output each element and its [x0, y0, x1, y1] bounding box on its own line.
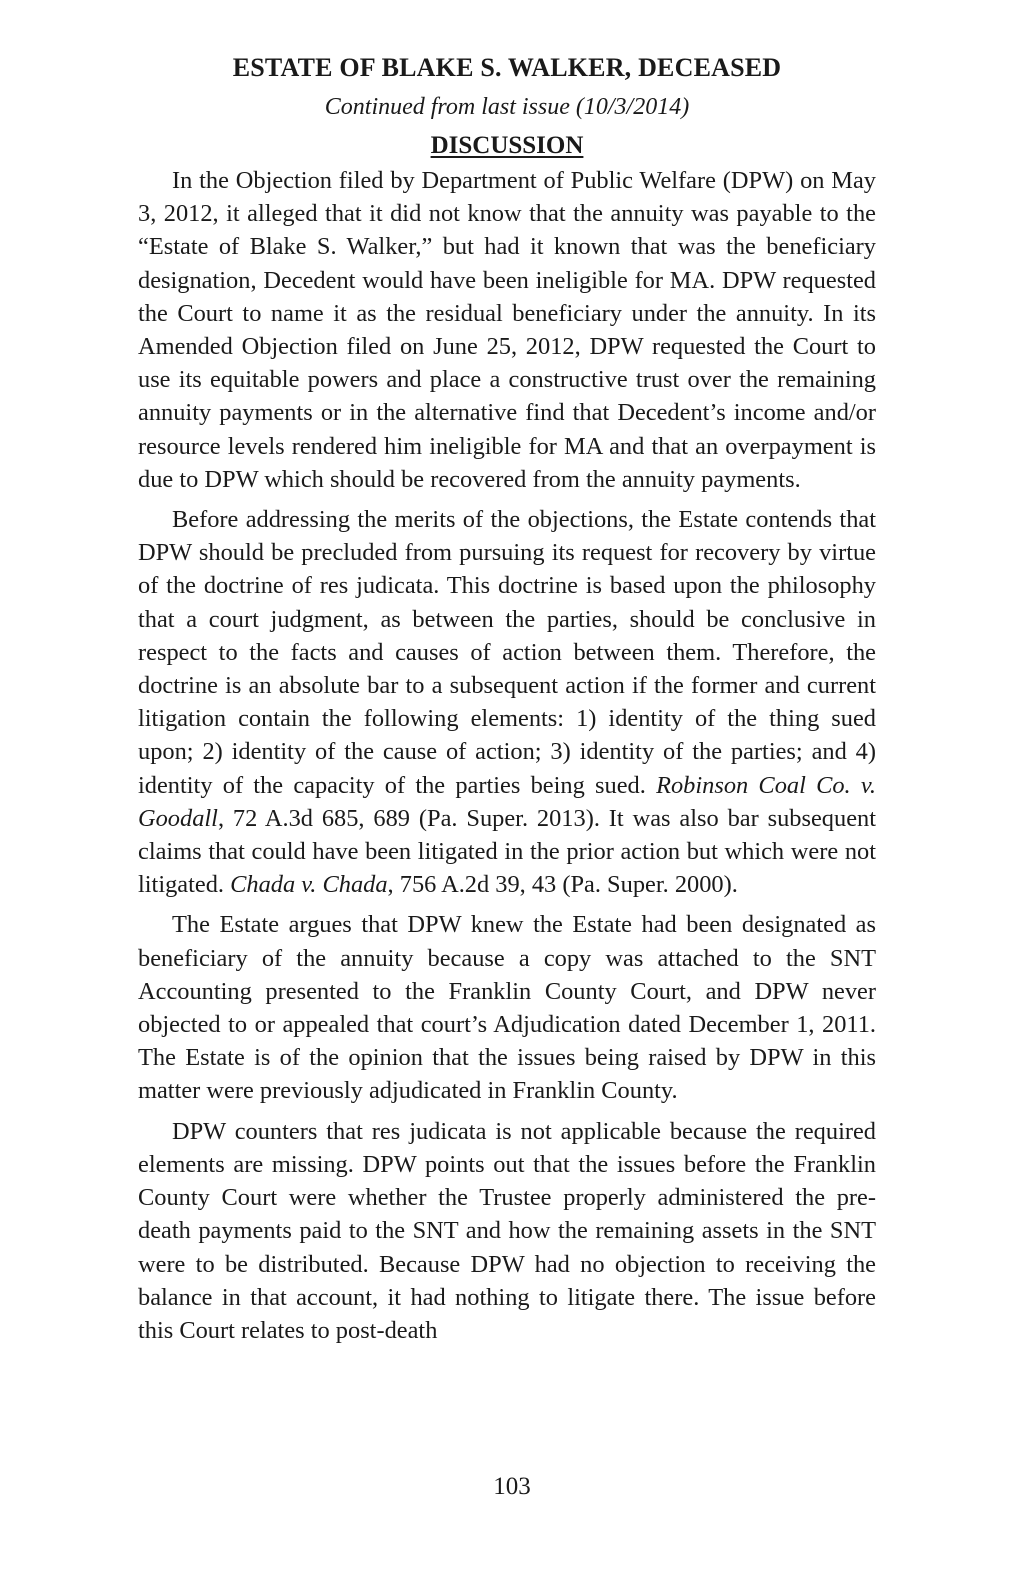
- paragraph-3: The Estate argues that DPW knew the Estate had been designated as beneficiary of the annuity because a copy was attached to the SNT Accounting presented to the Franklin County Court, and DPW never objected to or appealed that court’s Adjudication dated December 1, 2011. The Estate is of the opinion that the issues being raised by DPW in this matter were previously adjudicated in Franklin County.: [138, 911, 876, 1105]
- paragraph-2-text-a: Before addressing the merits of the objections, the Estate contends that DPW should be precluded from pursuing its request for recovery by virtue of the doctrine of res judicata. This doctrine is based upon the philosophy that a court judgment, as between the parties, should be conclusive in respect to the facts and causes of action between them. Therefore, the doctrine is an absolute bar to a subsequent action if the former and current litigation contain the following elements: 1) identity of the thing sued upon; 2) identity of the cause of action; 3) identity of the parties; and 4) identity of the capacity of the parties being sued.: [138, 506, 876, 799]
- paragraph-2-text-b: , 72 A.3d 685, 689 (Pa. Super. 2013). It was also bar subsequent claims that could have been litigated in the prior action but which were not litigated.: [138, 804, 876, 899]
- continued-note: Continued from last issue (10/3/2014): [324, 94, 690, 120]
- paragraph-2-text-c: , 756 A.2d 39, 43 (Pa. Super. 2000).: [387, 871, 738, 899]
- section-heading: [138, 128, 876, 164]
- section-heading-text: DISCUSSION: [430, 132, 584, 159]
- paragraph-4: DPW counters that res judicata is not applicable because the required elements are missing. DPW points out that the issues before the Franklin County Court were whether the Trustee properly administered the pre-death payments paid to the SNT and how the remaining assets in the SNT were to be distributed. Because DPW had no objection to receiving the balance in that account, it had nothing to litigate there. The issue before this Court relates to post-death: [138, 1117, 876, 1344]
- page-number: 103: [493, 1473, 531, 1500]
- document-title: ESTATE OF BLAKE S. WALKER, DECEASED: [232, 53, 782, 82]
- case-citation-robinson: Robinson Coal Co. v. Goodall: [138, 771, 876, 832]
- document-page: [138, 50, 876, 1354]
- paragraph-1: In the Objection filed by Department of Public Welfare (DPW) on May 3, 2012, it alleged that it did not know that the annuity was payable to the “Estate of Blake S. Walker,” but had it known that was the beneficiary designation, Decedent would have been ineligible for MA. DPW requested the Court to name it as the residual beneficiary under the annuity. In its Amended Objection filed on June 25, 2012, DPW requested the Court to use its equitable powers and place a constructive trust over the remaining annuity payments or in the alternative find that Decedent’s income and/or resource levels rendered him ineligible for MA and that an overpayment is due to DPW which should be recovered from the annuity payments.: [138, 167, 876, 493]
- case-citation-chada: Chada v. Chada: [230, 871, 388, 899]
- paragraph-2: [138, 503, 876, 901]
